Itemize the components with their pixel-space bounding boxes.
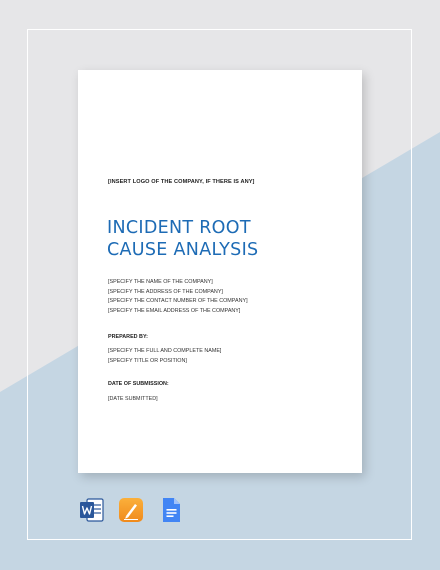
- company-address: [SPECIFY THE ADDRESS OF THE COMPANY]: [108, 288, 223, 295]
- title-line-1: INCIDENT ROOT: [107, 218, 251, 238]
- google-docs-icon[interactable]: [158, 497, 184, 523]
- company-email: [SPECIFY THE EMAIL ADDRESS OF THE COMPANY]: [108, 307, 241, 314]
- company-name: [SPECIFY THE NAME OF THE COMPANY]: [108, 279, 213, 285]
- title-line-2: CAUSE ANALYSIS: [107, 240, 259, 260]
- preparer-name: [SPECIFY THE FULL AND COMPLETE NAME]: [108, 348, 222, 354]
- word-icon[interactable]: [79, 497, 105, 523]
- document-page: [78, 70, 362, 473]
- pages-icon[interactable]: [118, 497, 144, 523]
- logo-placeholder: [INSERT LOGO OF THE COMPANY, IF THERE IS ANY]: [108, 179, 255, 185]
- preparer-title: [SPECIFY TITLE OR POSITION]: [108, 357, 187, 364]
- prepared-by-details: [108, 347, 221, 366]
- company-contact: [SPECIFY THE CONTACT NUMBER OF THE COMPANY]: [108, 298, 248, 304]
- date-label: DATE OF SUBMISSION:: [108, 381, 169, 387]
- document-title: [107, 217, 347, 261]
- date-value: [DATE SUBMITTED]: [108, 396, 158, 402]
- company-details: [108, 278, 248, 316]
- prepared-by-label: PREPARED BY:: [108, 334, 148, 340]
